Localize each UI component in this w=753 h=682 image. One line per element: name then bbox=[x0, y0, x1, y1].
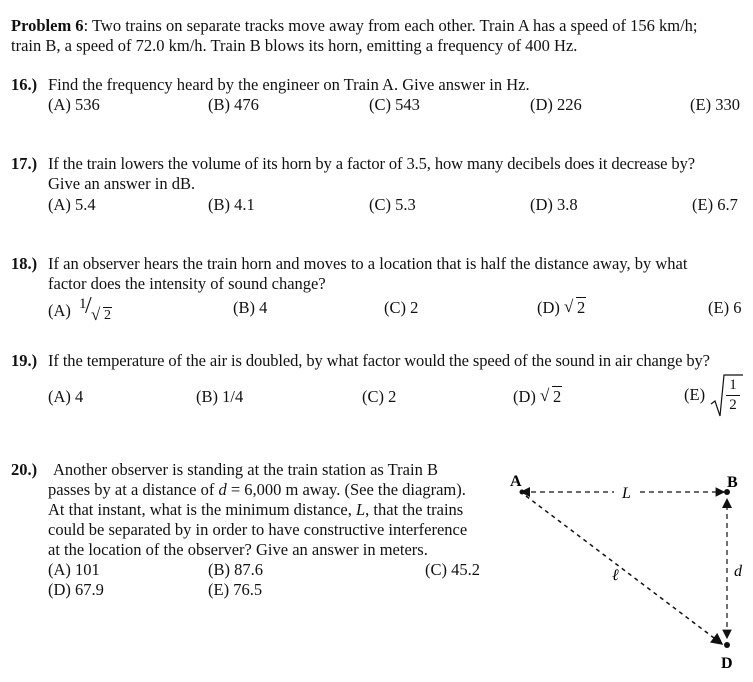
q18-choice-c: (C) 2 bbox=[384, 298, 419, 317]
q20-text-1: Another observer is standing at the train station as Train B bbox=[53, 460, 438, 479]
q18-number: 18.) bbox=[11, 254, 38, 273]
point-D bbox=[724, 642, 730, 648]
q16-choice-c: (C) 543 bbox=[369, 95, 420, 114]
q20-number: 20.) bbox=[11, 460, 38, 479]
q20-text-2-pre: passes by at a distance of bbox=[48, 480, 219, 499]
q17-choice-d: (D) 3.8 bbox=[530, 195, 578, 214]
q19-choice-c: (C) 2 bbox=[362, 387, 397, 406]
q20-var-L: L bbox=[355, 500, 366, 519]
q17-text-1: If the train lowers the volume of its horn by a factor of 3.5, how many decibels does it decrease by? bbox=[48, 154, 695, 173]
q20-choice-e: (E) 76.5 bbox=[208, 580, 263, 599]
q16-choice-b: (B) 476 bbox=[208, 95, 259, 114]
q20-text-2-post: = 6,000 m away. (See the diagram). bbox=[226, 480, 466, 499]
q20-text-5: at the location of the observer? Give an answer in meters. bbox=[48, 540, 428, 559]
label-d: d bbox=[734, 563, 742, 580]
q19-d-radicand: 2 bbox=[553, 387, 562, 406]
q18-text-2: factor does the intensity of sound change? bbox=[48, 274, 326, 293]
q20-text-4: could be separated by in order to have constructive interference bbox=[48, 520, 468, 539]
q16-text: Find the frequency heard by the engineer on Train A. Give answer in Hz. bbox=[48, 75, 530, 94]
q17-choice-c: (C) 5.3 bbox=[369, 195, 416, 214]
q20-var-d: d bbox=[218, 480, 227, 499]
distance-l-line bbox=[526, 496, 722, 644]
q20-choice-a: (A) 101 bbox=[48, 560, 100, 579]
q20-text-3-post: , that the trains bbox=[365, 500, 464, 519]
point-A bbox=[520, 490, 525, 495]
q19-choice-d: (D) √ 2 bbox=[513, 386, 562, 406]
q17-text-2: Give an answer in dB. bbox=[48, 174, 196, 193]
q19-choice-e-label: (E) bbox=[684, 385, 706, 404]
q19-number: 19.) bbox=[11, 351, 38, 370]
q19-choice-b: (B) 1/4 bbox=[196, 387, 244, 406]
q17-choice-a: (A) 5.4 bbox=[48, 195, 96, 214]
q16-choice-d: (D) 226 bbox=[530, 95, 582, 114]
q18-text-1: If an observer hears the train horn and moves to a location that is half the distance away, by what bbox=[48, 254, 688, 273]
q17-choice-e: (E) 6.7 bbox=[692, 195, 738, 214]
q17-choice-b: (B) 4.1 bbox=[208, 195, 255, 214]
arrowhead-below-B bbox=[722, 498, 732, 508]
problem-statement-line2: train B, a speed of 72.0 km/h. Train B blows its horn, emitting a frequency of 400 Hz. bbox=[11, 36, 578, 55]
sqrt-numerator: 1 bbox=[729, 377, 737, 393]
label-L: L bbox=[622, 485, 631, 502]
q19-choice-d-label: (D) bbox=[513, 387, 536, 406]
q16-number: 16.) bbox=[11, 75, 38, 94]
q18-choice-d-label: (D) bbox=[537, 298, 560, 317]
q18-choice-a-label: (A) bbox=[48, 301, 71, 320]
q20-choice-d: (D) 67.9 bbox=[48, 580, 104, 599]
q18-choice-e: (E) 6 bbox=[708, 298, 742, 317]
problem-text-1: : Two trains on separate tracks move away from each other. Train A has a speed of 156 km/h; bbox=[83, 16, 698, 35]
q20-choice-b: (B) 87.6 bbox=[208, 560, 263, 579]
label-D: D bbox=[721, 655, 733, 672]
label-B: B bbox=[727, 474, 738, 491]
label-A: A bbox=[510, 473, 522, 490]
sqrt-denominator: 2 bbox=[729, 397, 737, 413]
one-over-root-two: 1 / √ 2 bbox=[79, 293, 112, 324]
problem-label: Problem 6 bbox=[11, 16, 84, 35]
q20-choice-c: (C) 45.2 bbox=[425, 560, 480, 579]
q18-d-radicand: 2 bbox=[577, 298, 586, 317]
q18-choice-d: (D) √ 2 bbox=[537, 297, 586, 317]
q19-choice-a: (A) 4 bbox=[48, 387, 84, 406]
q18-choice-b: (B) 4 bbox=[233, 298, 268, 317]
label-ell: ℓ bbox=[612, 567, 619, 584]
q19-text: If the temperature of the air is doubled, by what factor would the speed of the sound in air change by? bbox=[48, 351, 710, 370]
q16-choice-e: (E) 330 bbox=[690, 95, 740, 114]
q16-choice-a: (A) 536 bbox=[48, 95, 100, 114]
frac-numerator: 1 bbox=[79, 296, 87, 312]
q20-text-3-pre: At that instant, what is the minimum distance, bbox=[48, 500, 356, 519]
frac-denominator: 2 bbox=[104, 308, 112, 323]
q17-number: 17.) bbox=[11, 154, 38, 173]
